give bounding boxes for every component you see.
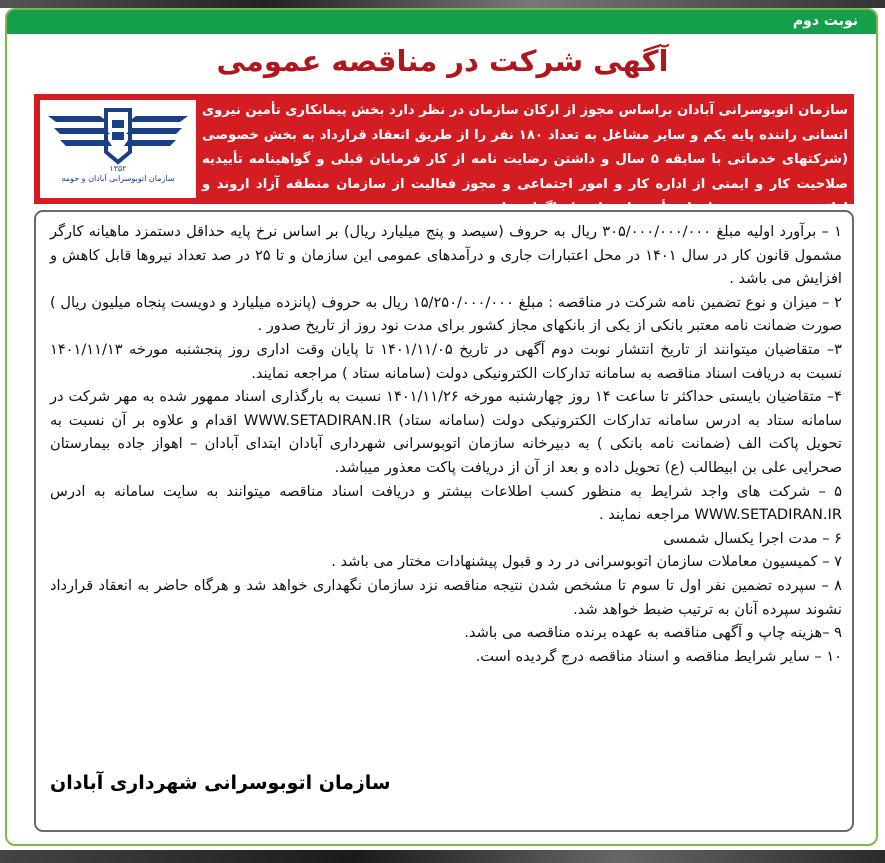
list-item: ۸ – سپرده تضمین نفر اول تا سوم تا مشخص شدن نتیجه مناقصه نزد سازمان نگهداری خواهد شد و هرگاه حاضر به انعقاد قرارداد نشوند سپرده آنان به ترتیب ضبط خواهد شد.: [50, 576, 842, 618]
conditions-box: [34, 210, 854, 832]
list-item: ۶ – مدت اجرا یکسال شمسی: [663, 529, 842, 547]
signature: سازمان اتوبوسرانی شهرداری آبادان: [50, 772, 391, 794]
conditions-list: [50, 220, 842, 668]
list-item: ۵ – شرکت های واجد شرایط به منظور کسب اطلاعات بیشتر و دریافت اسناد مناقصه میتوانند به سایت سامانه به ادرس WWW.SETADIRAN.IR مراجعه نمایند .: [50, 482, 842, 524]
edition-label: نوبت دوم: [792, 13, 858, 29]
list-item: ۳– متقاضیان میتوانند از تاریخ انتشار نوبت دوم آگهی در تاریخ ۱۴۰۱/۱۱/۰۵ تا پایان وقت اداری روز پنجشنبه مورخه ۱۴۰۱/۱۱/۱۳ نسبت به دریافت اسناد مناقصه به سامانه تدارکات الکترونیکی دولت (سامانه ستاد ) مراجعه نمایند.: [50, 340, 842, 382]
organization-logo: [40, 100, 196, 198]
list-item: ۹ –هزینه چاپ و آگهی مناقصه به عهده برنده مناقصه می باشد.: [464, 624, 842, 642]
list-item: ۲ – میزان و نوع تضمین نامه شرکت در مناقصه : مبلغ ۱۵/۲۵۰/۰۰۰/۰۰۰ ریال به حروف (پانزده میلیارد و دویست پنجاه میلیون ریال ) صورت ضمانت نامه معتبر بانکی از یکی از بانکهای مجاز کشور برای مدت نود روز از تاریخ صدور .: [50, 293, 842, 335]
intro-banner: [34, 94, 854, 216]
logo-year: ۱۳۵۲: [109, 164, 127, 172]
intro-text: سازمان اتوبوسرانی آبادان براساس مجوز از ارکان سازمان در نظر دارد بخش پیمانکاری تأمین نیروی انسانی راننده پایه یکم و سایر مشاغل به تعداد ۱۸۰ نفر را از طریق انعقاد قرارداد به بخش خصوصی (شرکتهای خدماتی با سابقه ۵ سال و داشتن رضایت نامه از کار فرمایان قبلی و گواهینامه تأییدیه صلاحیت کار و ایمنی از اداره کار و امور اجتماعی و مجوز فعالیت از سازمان منطقه آزاد اروند و ارائه عدم بدهی به سازمان تأمین اجتماعی) واگذار نماید .: [201, 103, 848, 216]
top-image-strip: [0, 0, 885, 8]
list-item: ۷ – کمیسیون معاملات سازمان اتوبوسرانی در رد و قبول پیشنهادات مختار می باشد .: [331, 553, 842, 571]
list-item: ۴– متقاضیان بایستی حداکثر تا ساعت ۱۴ روز چهارشنبه مورخه ۱۴۰۱/۱۱/۲۶ نسبت به بارگذاری اسناد ممهور شده به مهر شرکت در سامانه ستاد به ادرس سامانه تدارکات الکترونیکی دولت (سامانه ستاد) WWW.SETADIRAN.IR اقدام و علاوه بر آن نسبت به تحویل پاکت الف (ضمانت نامه بانکی ) به دبیرخانه سازمان اتوبوسرانی شهرداری آبادان ابتدای آبادان – اهواز جاده بیمارستان صحرایی علی بن ابیطالب (ع) تحویل داده و بعد از آن از دریافت پاکت معذور میباشد.: [50, 388, 842, 476]
bottom-image-strip: [0, 850, 885, 863]
list-item: ۱ – برآورد اولیه مبلغ ۳۰۵/۰۰۰/۰۰۰/۰۰۰ ریال به حروف (سیصد و پنج میلیارد ریال) بر اساس نرخ پایه حداقل دستمزد ماهیانه کارگر مشمول قانون کار در سال ۱۴۰۱ در محل اعتبارات جاری و درآمدهای عمومی این سازمان و تا ۲۵ در صد تعداد نیروها قابل کاهش و افزایش می باشد .: [50, 223, 842, 288]
edition-bar: [7, 10, 876, 34]
page-title: آگهی شرکت در مناقصه عمومی: [216, 44, 669, 78]
bus-logo-icon: [48, 108, 188, 172]
list-item: ۱۰ – سایر شرایط مناقصه و اسناد مناقصه درج گردیده است.: [475, 647, 842, 665]
logo-caption: سازمان اتوبوسرانی آبادان و حومه: [61, 174, 175, 183]
